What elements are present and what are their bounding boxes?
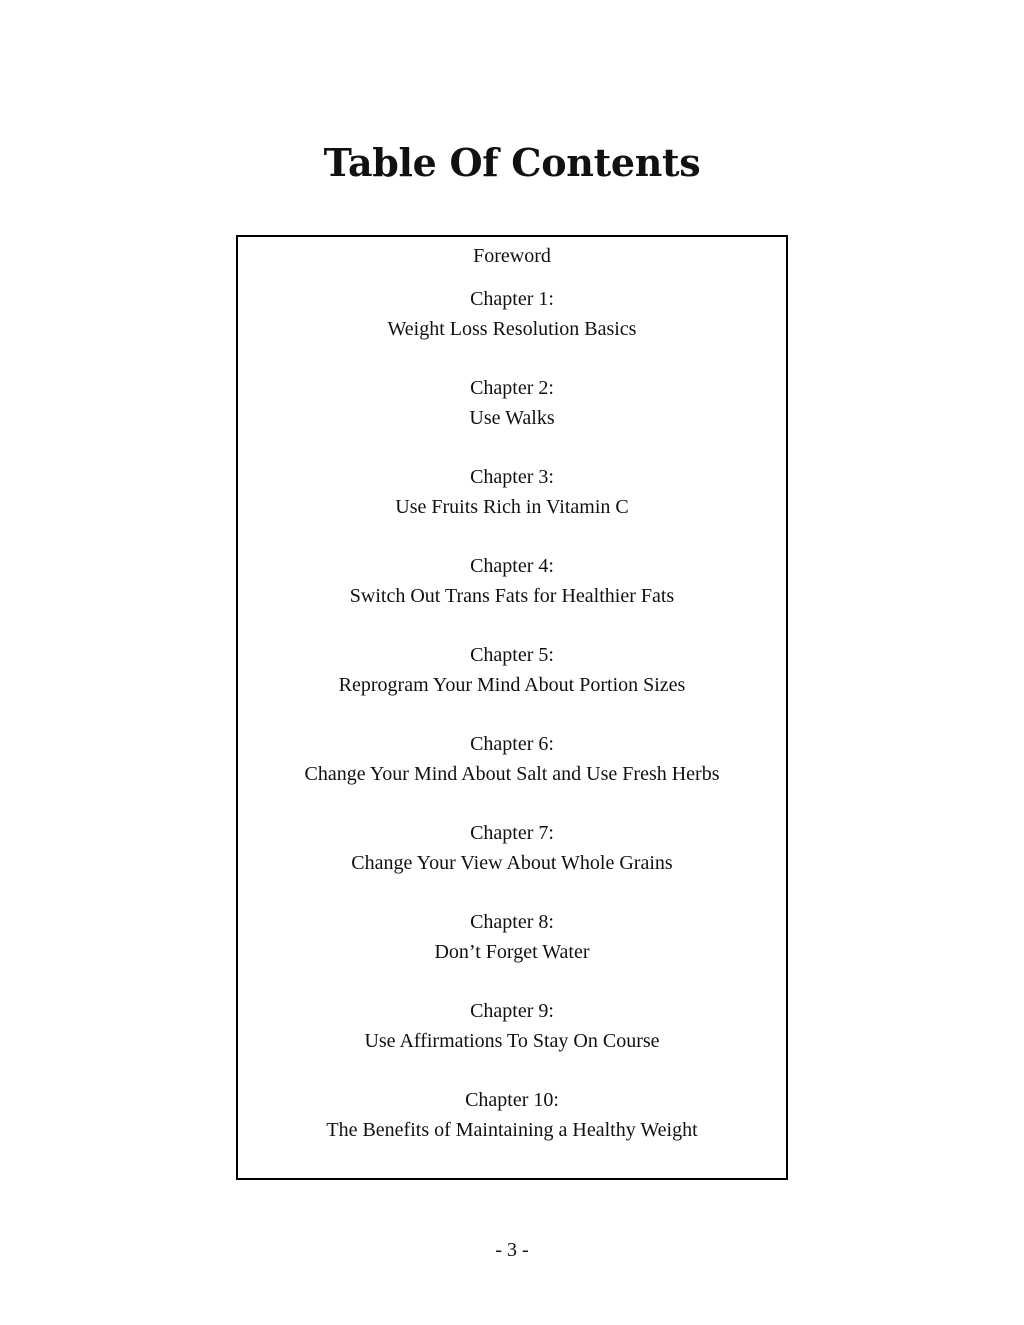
toc-chapter-1-title[interactable]: Weight Loss Resolution Basics xyxy=(387,318,637,340)
toc-chapter-5-title[interactable]: Reprogram Your Mind About Portion Sizes xyxy=(338,674,686,696)
toc-chapter-3-label[interactable]: Chapter 3: xyxy=(470,466,554,488)
toc-chapter-3-title[interactable]: Use Fruits Rich in Vitamin C xyxy=(395,496,629,518)
table-of-contents-box xyxy=(236,235,788,1180)
toc-chapter-8-title[interactable]: Don’t Forget Water xyxy=(434,941,590,963)
toc-chapter-9-label[interactable]: Chapter 9: xyxy=(470,1000,554,1022)
toc-foreword[interactable]: Foreword xyxy=(473,245,551,267)
toc-chapter-4-label[interactable]: Chapter 4: xyxy=(470,555,554,577)
toc-chapter-5-label[interactable]: Chapter 5: xyxy=(470,644,554,666)
toc-chapter-2-title[interactable]: Use Walks xyxy=(469,407,555,429)
toc-chapter-10-title[interactable]: The Benefits of Maintaining a Healthy Weight xyxy=(326,1119,698,1141)
toc-chapter-2-label[interactable]: Chapter 2: xyxy=(470,377,554,399)
toc-chapter-1-label[interactable]: Chapter 1: xyxy=(470,288,554,310)
toc-chapter-6-title[interactable]: Change Your Mind About Salt and Use Fresh Herbs xyxy=(304,763,720,785)
toc-chapter-6-label[interactable]: Chapter 6: xyxy=(470,733,554,755)
toc-chapter-10-label[interactable]: Chapter 10: xyxy=(465,1089,559,1111)
toc-chapter-7-label[interactable]: Chapter 7: xyxy=(470,822,554,844)
page-number: - 3 - xyxy=(495,1239,529,1261)
toc-chapter-4-title[interactable]: Switch Out Trans Fats for Healthier Fats xyxy=(349,585,675,607)
page-title: Table Of Contents xyxy=(323,140,701,185)
toc-chapter-7-title[interactable]: Change Your View About Whole Grains xyxy=(351,852,673,874)
toc-chapter-8-label[interactable]: Chapter 8: xyxy=(470,911,554,933)
toc-chapter-9-title[interactable]: Use Affirmations To Stay On Course xyxy=(364,1030,660,1052)
